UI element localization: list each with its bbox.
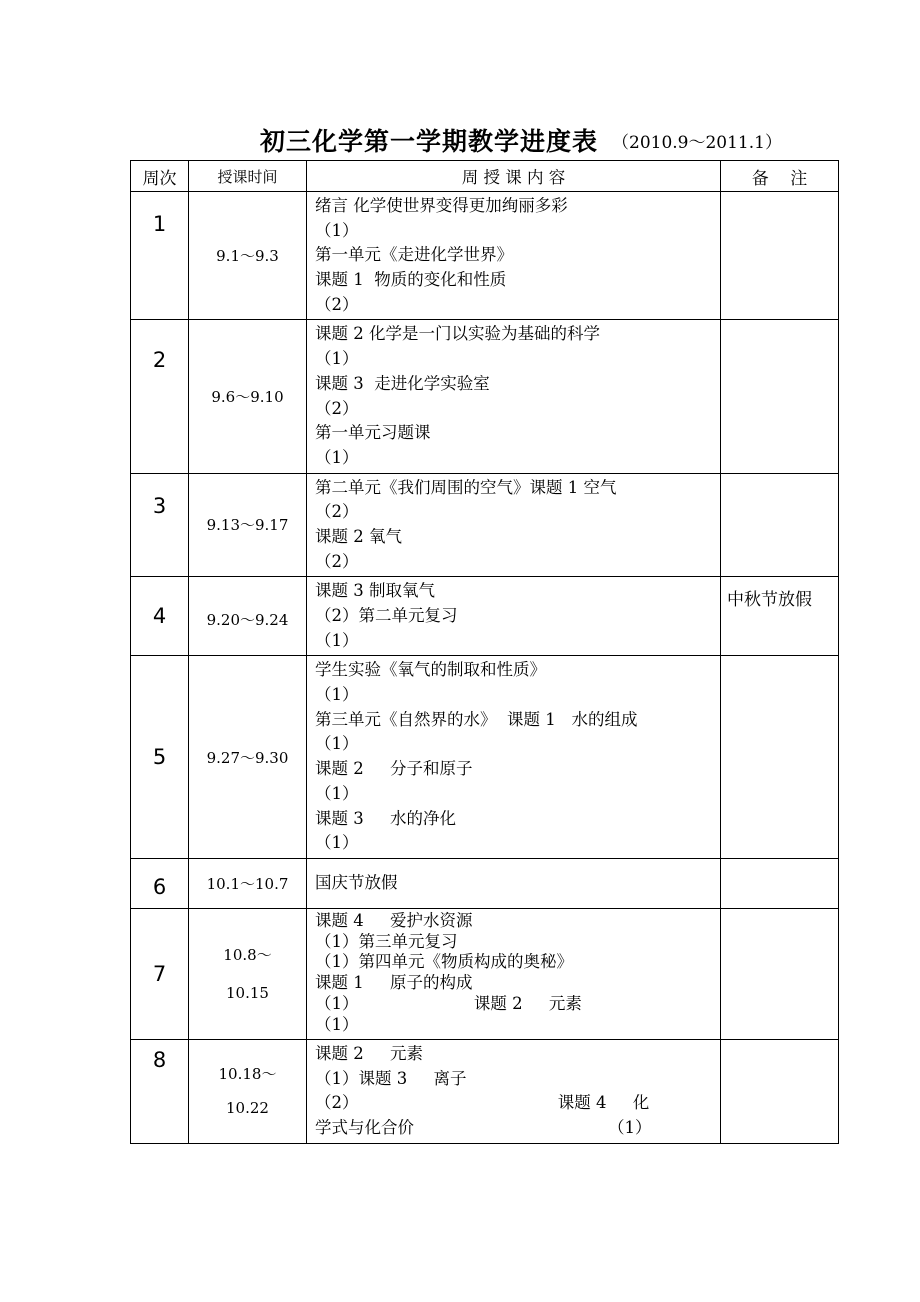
content-cell xyxy=(307,858,721,908)
content-line: 课题 2 元素 xyxy=(315,1043,423,1063)
content-line: 国庆节放假 xyxy=(315,873,398,893)
table-row-week-2 xyxy=(131,320,839,473)
week-number: 2 xyxy=(152,348,167,373)
schedule-table xyxy=(130,160,839,1144)
week-cell xyxy=(131,577,189,656)
table-row-week-1 xyxy=(131,192,839,320)
content-line: （2） 课题 4 化 xyxy=(315,1093,650,1113)
header-week: 周次 xyxy=(131,161,189,192)
content-line: （2） xyxy=(315,502,359,522)
time-end: 10.15 xyxy=(226,983,269,1002)
table-row-week-8 xyxy=(131,1039,839,1143)
week-number: 7 xyxy=(152,961,167,986)
content-line: 课题 2 化学是一门以实验为基础的科学 xyxy=(315,324,600,344)
page-title: 初三化学第一学期教学进度表 xyxy=(260,127,599,156)
header-row xyxy=(131,161,839,192)
content-line: （1）课题 3 离子 xyxy=(315,1068,467,1088)
week-cell xyxy=(131,656,189,859)
content-line: （1） xyxy=(315,734,359,754)
table-row-week-4 xyxy=(131,577,839,656)
table-row-week-6 xyxy=(131,858,839,908)
content-cell xyxy=(307,1039,721,1143)
time-cell: 9.27～9.30 xyxy=(189,656,307,859)
content-line: （2） xyxy=(315,294,359,314)
time-start: 10.18～ xyxy=(218,1065,277,1084)
note-cell xyxy=(721,858,839,908)
week-number: 8 xyxy=(152,1047,167,1072)
header-time: 授课时间 xyxy=(189,161,307,192)
content-line: （1） xyxy=(315,630,359,650)
note-cell xyxy=(721,473,839,577)
week-cell xyxy=(131,473,189,577)
title-row xyxy=(0,120,920,160)
content-line: 第一单元《走进化学世界》 xyxy=(315,245,513,265)
time-start: 10.8～ xyxy=(223,945,272,964)
content-line: （1）第四单元《物质构成的奥秘》 xyxy=(315,952,573,972)
week-cell xyxy=(131,858,189,908)
content-line: 课题 2 分子和原子 xyxy=(315,759,473,779)
content-cell xyxy=(307,473,721,577)
header-content: 周 授 课 内 容 xyxy=(307,161,721,192)
content-cell xyxy=(307,656,721,859)
week-number: 3 xyxy=(152,493,167,518)
content-line: （2） xyxy=(315,398,359,418)
content-line: （1） xyxy=(315,783,359,803)
week-number: 4 xyxy=(152,604,167,629)
content-cell xyxy=(307,908,721,1039)
week-number: 5 xyxy=(152,745,167,770)
content-line: 课题 1 原子的构成 xyxy=(315,973,473,993)
content-line: 课题 2 氧气 xyxy=(315,526,402,546)
content-line: 学式与化合价 （1） xyxy=(315,1117,652,1137)
time-cell: 9.13～9.17 xyxy=(189,473,307,577)
note-cell xyxy=(721,320,839,473)
content-line: 学生实验《氧气的制取和性质》 xyxy=(315,660,546,680)
week-number: 1 xyxy=(152,212,167,236)
time-cell: 9.6～9.10 xyxy=(189,320,307,473)
content-line: （2） xyxy=(315,551,359,571)
content-line: 课题 1 物质的变化和性质 xyxy=(315,270,507,290)
content-line: 绪言 化学使世界变得更加绚丽多彩 xyxy=(315,196,568,215)
time-end: 10.22 xyxy=(226,1099,269,1118)
content-line: （1） xyxy=(315,833,359,853)
content-cell xyxy=(307,320,721,473)
note-cell xyxy=(721,1039,839,1143)
header-note: 备 注 xyxy=(721,161,839,192)
time-cell xyxy=(189,908,307,1039)
week-cell xyxy=(131,192,189,320)
time-cell xyxy=(189,1039,307,1143)
week-cell xyxy=(131,320,189,473)
content-line: 第一单元习题课 xyxy=(315,423,431,443)
content-line: 课题 3 水的净化 xyxy=(315,808,456,828)
note-cell xyxy=(721,656,839,859)
content-line: （1） xyxy=(315,447,359,467)
table-row-week-7 xyxy=(131,908,839,1039)
content-line: 课题 3 走进化学实验室 xyxy=(315,373,490,393)
content-line: 第三单元《自然界的水》 课题 1 水的组成 xyxy=(315,709,638,729)
school-period: （2010.9～2011.1） xyxy=(612,133,782,153)
content-line: （1） xyxy=(315,220,359,240)
content-cell xyxy=(307,192,721,320)
week-cell xyxy=(131,1039,189,1143)
content-line: （1） 课题 2 元素 xyxy=(315,994,582,1014)
content-line: （1） xyxy=(315,1014,359,1034)
note-cell xyxy=(721,908,839,1039)
note-cell: 中秋节放假 xyxy=(721,577,839,656)
time-cell: 10.1～10.7 xyxy=(189,858,307,908)
content-line: 课题 3 制取氧气 xyxy=(315,581,435,601)
week-cell xyxy=(131,908,189,1039)
content-line: 第二单元《我们周围的空气》课题 1 空气 xyxy=(315,477,617,497)
note-cell xyxy=(721,192,839,320)
content-line: 课题 4 爱护水资源 xyxy=(315,910,473,930)
table-row-week-3 xyxy=(131,473,839,577)
content-line: （1） xyxy=(315,349,359,369)
content-cell xyxy=(307,577,721,656)
table-row-week-5 xyxy=(131,656,839,859)
content-line: （2）第二单元复习 xyxy=(315,606,458,625)
week-number: 6 xyxy=(152,875,167,900)
content-line: （1） xyxy=(315,685,359,705)
time-cell: 9.20～9.24 xyxy=(189,577,307,656)
time-cell: 9.1～9.3 xyxy=(189,192,307,320)
content-line: （1）第三单元复习 xyxy=(315,931,458,951)
